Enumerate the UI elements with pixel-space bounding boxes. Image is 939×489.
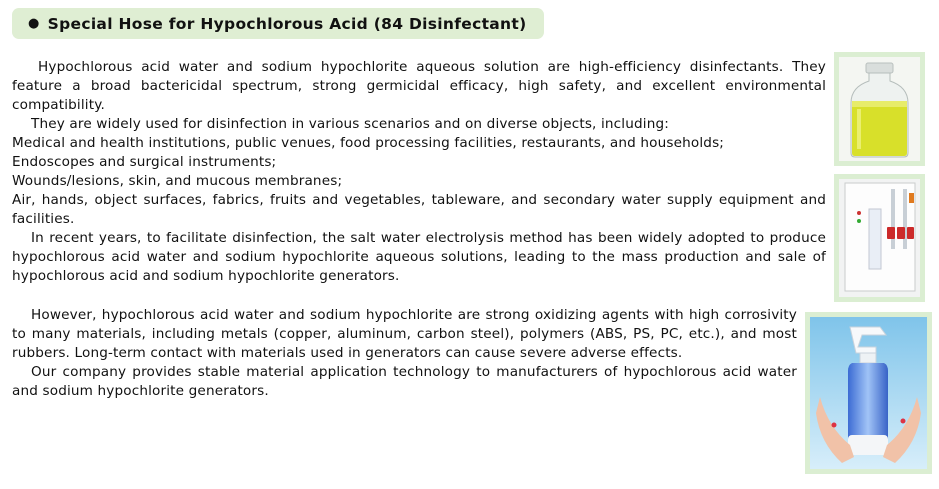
intro-text [12,58,826,286]
warning-text [12,306,797,401]
use-case-item: Medical and health institutions, public venues, food processing facilities, restaurants, and households; [12,135,725,151]
use-case-item: Wounds/lesions, skin, and mucous membranes; [12,173,343,189]
section-title-bar [12,8,544,39]
use-case-item: Endoscopes and surgical instruments; [12,154,277,170]
section-title: Special Hose for Hypochlorous Acid (84 Disinfectant) [47,14,527,33]
intro-paragraph: Hypochlorous acid water and sodium hypochlorite aqueous solution are high-efficiency disinfectants. They feature a broad bactericidal spectrum, strong germicidal efficacy, high safety, and excellent environmental compatibility. [12,59,826,113]
warning-paragraph: However, hypochlorous acid water and sodium hypochlorite are strong oxidizing agents with high corrosivity to many materials, including metals (copper, aluminum, carbon steel), polymers (ABS, PS, PC, etc.), and most rubbers. Long-term contact with materials used in generators can cause severe adverse effects. [12,307,797,361]
intro-paragraph: They are widely used for disinfection in various scenarios and on diverse objects, including: [31,116,669,132]
warning-paragraph: Our company provides stable material application technology to manufacturers of hypochlorous acid water and sodium hypochlorite generators. [12,364,797,399]
spray-bottle-illustration [810,317,927,469]
intro-paragraph: In recent years, to facilitate disinfection, the salt water electrolysis method has been widely adopted to produce hypochlorous acid water and sodium hypochlorite aqueous solutions, leading to the mass production and sale of hypochlorous acid and sodium hypochlorite generators. [12,230,826,284]
generator-illustration [839,179,920,297]
reagent-bottle-illustration [839,57,920,161]
bottle-photo [834,52,925,166]
use-case-item: Air, hands, object surfaces, fabrics, fruits and vegetables, tableware, and secondary water supply equipment and facilities. [12,192,826,227]
spray-photo [805,312,932,474]
generator-photo [834,174,925,302]
bullet-icon: ● [28,16,40,31]
